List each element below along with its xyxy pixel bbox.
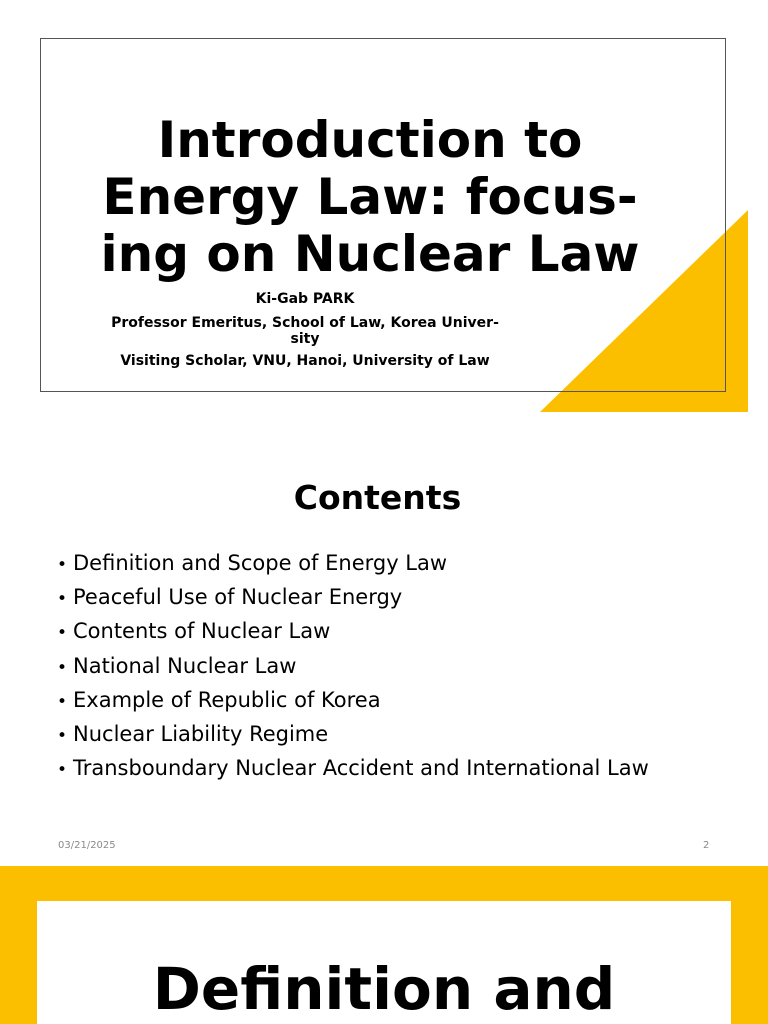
contents-list [57,547,649,786]
author-block [90,291,520,370]
title-slide [0,0,768,430]
list-item-label: Contents of Nuclear Law [73,619,331,644]
bullet-icon: • [57,657,68,678]
list-item [57,547,649,581]
bullet-icon: • [57,589,68,610]
contents-slide [0,430,768,866]
footer-page-number: 2 [703,840,710,851]
list-item-label: National Nuclear Law [73,653,297,678]
list-item-label: Nuclear Liability Regime [73,722,329,747]
section-title: Definition and [152,955,616,1023]
definition-slide [0,866,768,1024]
bullet-icon: • [57,555,68,575]
contents-title: Contents [293,478,462,517]
author-affiliation: Professor Emeritus, School of Law, Korea Univer- sity [111,315,499,347]
list-item [57,650,649,684]
list-item [57,581,649,615]
bullet-icon: • [57,691,68,712]
author-visiting-position: Visiting Scholar, VNU, Hanoi, University of Law [120,353,490,369]
bullet-icon: • [57,623,68,644]
list-item-label: Transboundary Nuclear Accident and International Law [73,756,649,781]
author-name: Ki-Gab PARK [255,291,355,307]
list-item-label: Definition and Scope of Energy Law [73,551,448,575]
footer-date: 03/21/2025 [58,840,116,851]
bullet-icon: • [57,760,68,781]
list-item-label: Peaceful Use of Nuclear Energy [73,585,403,610]
list-item [57,718,649,752]
list-item [57,752,649,786]
list-item [57,615,649,649]
list-item [57,684,649,718]
slide-title: Introduction to Energy Law: focus- ing on Nuclear Law [100,111,640,283]
list-item-label: Example of Republic of Korea [73,687,381,712]
bullet-icon: • [57,726,68,747]
